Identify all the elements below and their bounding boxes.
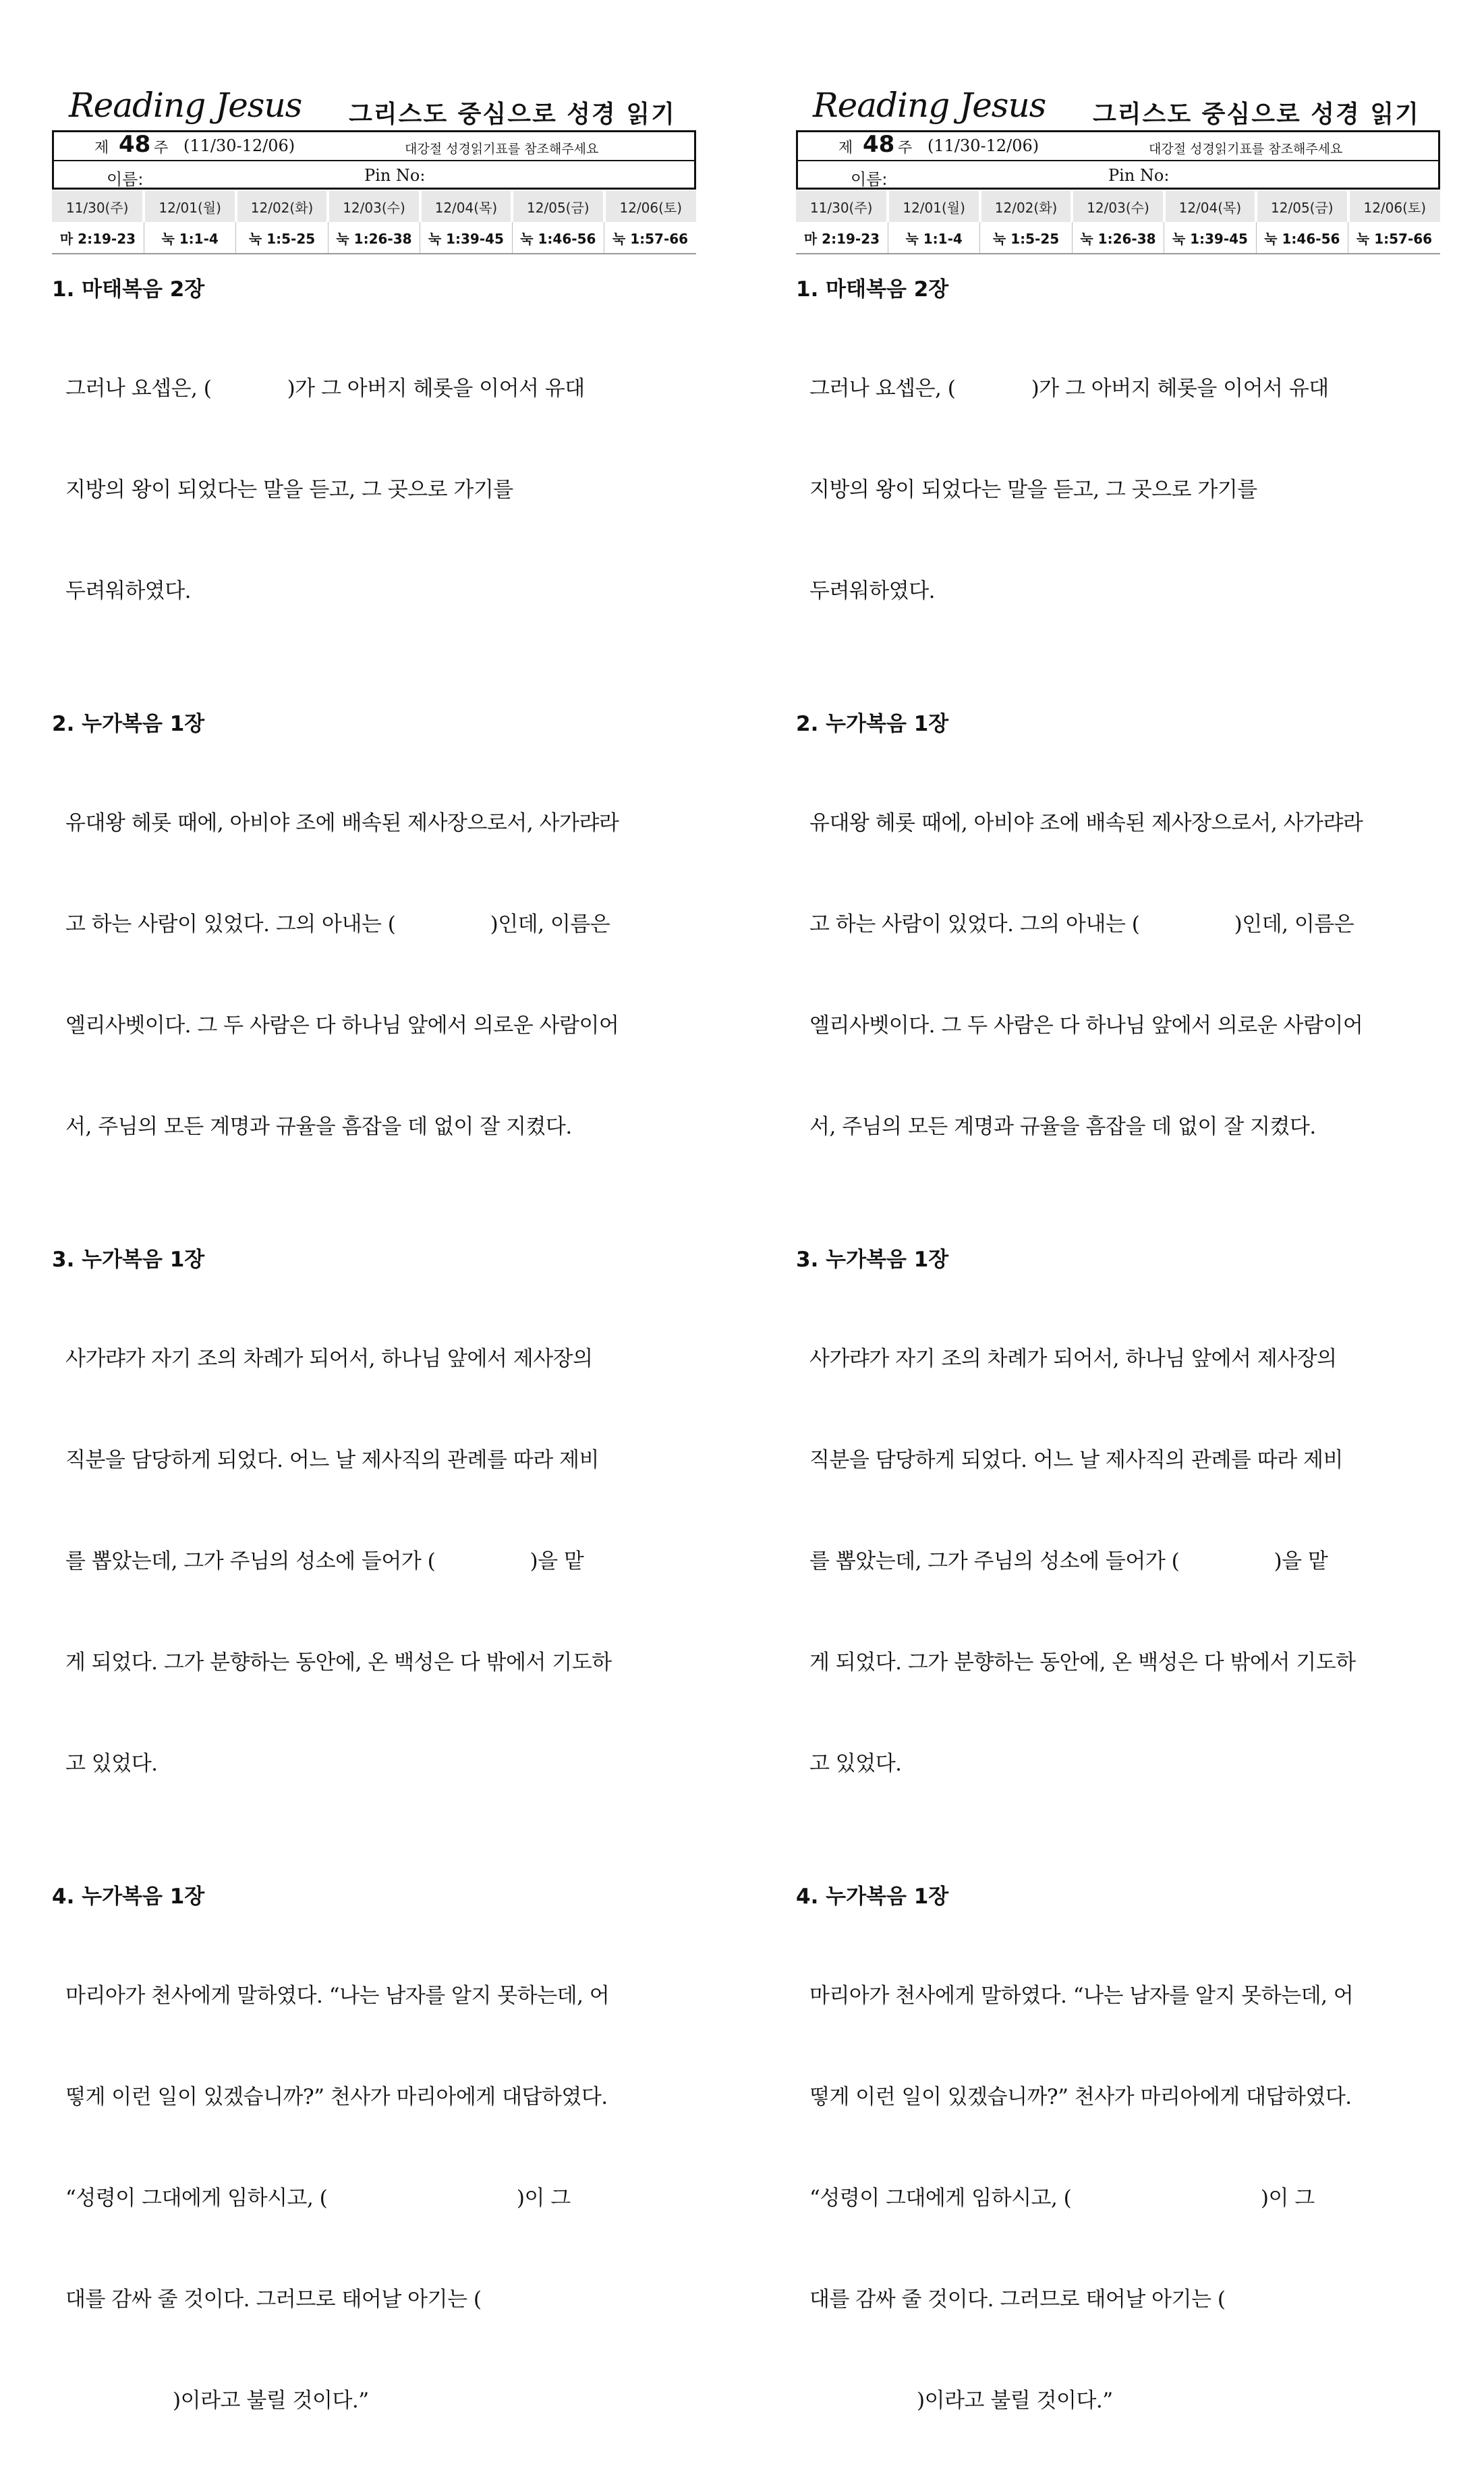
question-line: 마리아가 천사에게 말하였다. “나는 남자를 알지 못하는데, 어: [65, 1984, 610, 2008]
question-text: [796, 739, 1440, 1211]
question-line: 엘리사벳이다. 그 두 사람은 다 하나님 앞에서 의로운 사람이어: [809, 1013, 1363, 1038]
title-row: [796, 86, 1440, 130]
schedule-date: 12/01(월): [888, 191, 979, 222]
question-heading: 4. 누가복음 1장: [52, 1884, 205, 1909]
question-heading: 3. 누가복음 1장: [52, 1248, 205, 1272]
schedule-date: 12/05(금): [512, 191, 604, 222]
schedule-date: 12/01(월): [144, 191, 235, 222]
question-line: 그러나 요셉은, ( )가 그 아버지 헤롯을 이어서 유대: [65, 376, 585, 401]
question-line: 고 하는 사람이 있었다. 그의 아내는 ( )인데, 이름은: [809, 912, 1354, 937]
question-3: [796, 1245, 1440, 1848]
info-box: [52, 130, 696, 190]
question-heading: 1. 마태복음 2장: [796, 277, 949, 302]
question-line: 지방의 왕이 되었다는 말을 듣고, 그 곳으로 가기를: [65, 478, 513, 502]
week-suffix: 주: [154, 140, 169, 157]
question-line: 엘리사벳이다. 그 두 사람은 다 하나님 앞에서 의로운 사람이어: [65, 1013, 619, 1038]
schedule-date: 12/05(금): [1256, 191, 1348, 222]
schedule-passage: 눅 1:26-38: [328, 222, 420, 254]
question-2: [796, 709, 1440, 1211]
schedule-passage: 눅 1:1-4: [888, 222, 979, 254]
schedule-dates-row: [796, 191, 1440, 222]
schedule-date: 12/02(화): [980, 191, 1072, 222]
question-2: [52, 709, 696, 1211]
question-text: [52, 739, 696, 1211]
question-line: 사가랴가 자기 조의 차례가 되어서, 하나님 앞에서 제사장의: [65, 1347, 593, 1371]
schedule-passage: 눅 1:57-66: [1348, 222, 1440, 254]
schedule-passages-row: [796, 222, 1440, 254]
schedule-passage: 마 2:19-23: [796, 222, 888, 254]
schedule-passage: 눅 1:1-4: [144, 222, 235, 254]
week-prefix: 제: [94, 140, 109, 157]
question-line: 사가랴가 자기 조의 차례가 되어서, 하나님 앞에서 제사장의: [809, 1347, 1337, 1371]
schedule-passage: 눅 1:46-56: [512, 222, 604, 254]
question-heading: 2. 누가복음 1장: [796, 712, 949, 736]
question-heading: 2. 누가복음 1장: [52, 712, 205, 736]
question-line: 그러나 요셉은, ( )가 그 아버지 헤롯을 이어서 유대: [809, 376, 1329, 401]
schedule-passages-row: [52, 222, 696, 254]
question-line: )이라고 불릴 것이다.”: [65, 2389, 369, 2413]
question-line: 대를 감싸 줄 것이다. 그러므로 태어날 아기는 (: [809, 2287, 1226, 2312]
schedule-date: 12/03(수): [328, 191, 420, 222]
question-line: 떻게 이런 일이 있겠습니까?” 천사가 마리아에게 대답하였다.: [65, 2085, 608, 2109]
schedule-date: 12/06(토): [604, 191, 696, 222]
question-line: 서, 주님의 모든 계명과 규율을 흠잡을 데 없이 잘 지켰다.: [65, 1115, 572, 1139]
subtitle: 그리스도 중심으로 성경 읽기: [349, 101, 676, 128]
question-line: “성령이 그대에게 임하시고, ( )이 그: [65, 2186, 571, 2210]
question-line: 유대왕 헤롯 때에, 아비야 조에 배속된 제사장으로서, 사가랴라: [809, 811, 1363, 835]
subtitle: 그리스도 중심으로 성경 읽기: [1093, 101, 1420, 128]
question-line: 직분을 담당하게 되었다. 어느 날 제사직의 관례를 따라 제비: [65, 1448, 599, 1472]
question-line: 고 있었다.: [809, 1752, 902, 1776]
schedule-passage: 눅 1:26-38: [1072, 222, 1164, 254]
question-line: 유대왕 헤롯 때에, 아비야 조에 배속된 제사장으로서, 사가랴라: [65, 811, 619, 835]
question-heading: 4. 누가복음 1장: [796, 1884, 949, 1909]
question-heading: 1. 마태복음 2장: [52, 277, 205, 302]
worksheet-right: [796, 86, 1440, 2485]
schedule-passage: 눅 1:39-45: [1164, 222, 1256, 254]
question-line: 대를 감싸 줄 것이다. 그러므로 태어날 아기는 (: [65, 2287, 482, 2312]
week-number: 48: [119, 131, 151, 158]
schedule-passage: 눅 1:57-66: [604, 222, 696, 254]
question-1: [796, 275, 1440, 675]
schedule-date: 11/30(주): [796, 191, 888, 222]
week-suffix: 주: [898, 140, 913, 157]
question-text: [796, 1911, 1440, 2485]
question-line: 마리아가 천사에게 말하였다. “나는 남자를 알지 못하는데, 어: [809, 1984, 1354, 2008]
question-1: [52, 275, 696, 675]
name-field-label: 이름:: [851, 170, 888, 189]
name-field-label: 이름:: [107, 170, 144, 189]
brand-title: Reading Jesus: [813, 86, 1046, 125]
advent-note: 대강절 성경읽기표를 참조해주세요: [405, 142, 599, 157]
schedule-date: 12/02(화): [236, 191, 328, 222]
week-number: 48: [863, 131, 895, 158]
question-text: [796, 1275, 1440, 1848]
schedule-passage: 눅 1:46-56: [1256, 222, 1348, 254]
question-text: [52, 304, 696, 675]
week-prefix: 제: [838, 140, 853, 157]
schedule-date: 12/04(목): [1164, 191, 1256, 222]
info-box: [796, 130, 1440, 190]
schedule-date: 12/06(토): [1348, 191, 1440, 222]
question-line: 고 하는 사람이 있었다. 그의 아내는 ( )인데, 이름은: [65, 912, 610, 937]
title-row: [52, 86, 696, 130]
schedule-date: 12/03(수): [1072, 191, 1164, 222]
schedule-passage: 눅 1:5-25: [236, 222, 328, 254]
schedule-passage: 마 2:19-23: [52, 222, 144, 254]
question-line: “성령이 그대에게 임하시고, ( )이 그: [809, 2186, 1315, 2210]
question-line: )이라고 불릴 것이다.”: [809, 2389, 1113, 2413]
week-range: (11/30-12/06): [183, 136, 295, 155]
schedule-passage: 눅 1:39-45: [420, 222, 512, 254]
question-line: 두려워하였다.: [65, 579, 192, 603]
pin-field-label: Pin No:: [364, 166, 426, 185]
brand-title: Reading Jesus: [69, 86, 302, 125]
schedule-date: 11/30(주): [52, 191, 144, 222]
pin-field-label: Pin No:: [1108, 166, 1170, 185]
question-line: 를 뽑았는데, 그가 주님의 성소에 들어가 ( )을 맡: [65, 1549, 584, 1573]
question-text: [52, 1275, 696, 1848]
question-3: [52, 1245, 696, 1848]
question-4: [52, 1882, 696, 2485]
schedule-date: 12/04(목): [420, 191, 512, 222]
reading-schedule: [796, 191, 1440, 254]
week-range: (11/30-12/06): [928, 136, 1039, 155]
box-divider: [54, 160, 694, 161]
question-text: [796, 304, 1440, 675]
schedule-passage: 눅 1:5-25: [980, 222, 1072, 254]
question-line: 두려워하였다.: [809, 579, 936, 603]
question-line: 떻게 이런 일이 있겠습니까?” 천사가 마리아에게 대답하였다.: [809, 2085, 1352, 2109]
advent-note: 대강절 성경읽기표를 참조해주세요: [1149, 142, 1343, 157]
question-line: 게 되었다. 그가 분향하는 동안에, 온 백성은 다 밖에서 기도하: [65, 1650, 612, 1675]
box-divider: [798, 160, 1438, 161]
question-text: [52, 1911, 696, 2485]
reading-schedule: [52, 191, 696, 254]
question-line: 지방의 왕이 되었다는 말을 듣고, 그 곳으로 가기를: [809, 478, 1257, 502]
question-line: 게 되었다. 그가 분향하는 동안에, 온 백성은 다 밖에서 기도하: [809, 1650, 1356, 1675]
question-4: [796, 1882, 1440, 2485]
question-line: 를 뽑았는데, 그가 주님의 성소에 들어가 ( )을 맡: [809, 1549, 1328, 1573]
question-line: 직분을 담당하게 되었다. 어느 날 제사직의 관례를 따라 제비: [809, 1448, 1343, 1472]
question-line: 고 있었다.: [65, 1752, 158, 1776]
worksheet-left: [52, 86, 696, 2485]
question-line: 서, 주님의 모든 계명과 규율을 흠잡을 데 없이 잘 지켰다.: [809, 1115, 1316, 1139]
question-heading: 3. 누가복음 1장: [796, 1248, 949, 1272]
schedule-dates-row: [52, 191, 696, 222]
